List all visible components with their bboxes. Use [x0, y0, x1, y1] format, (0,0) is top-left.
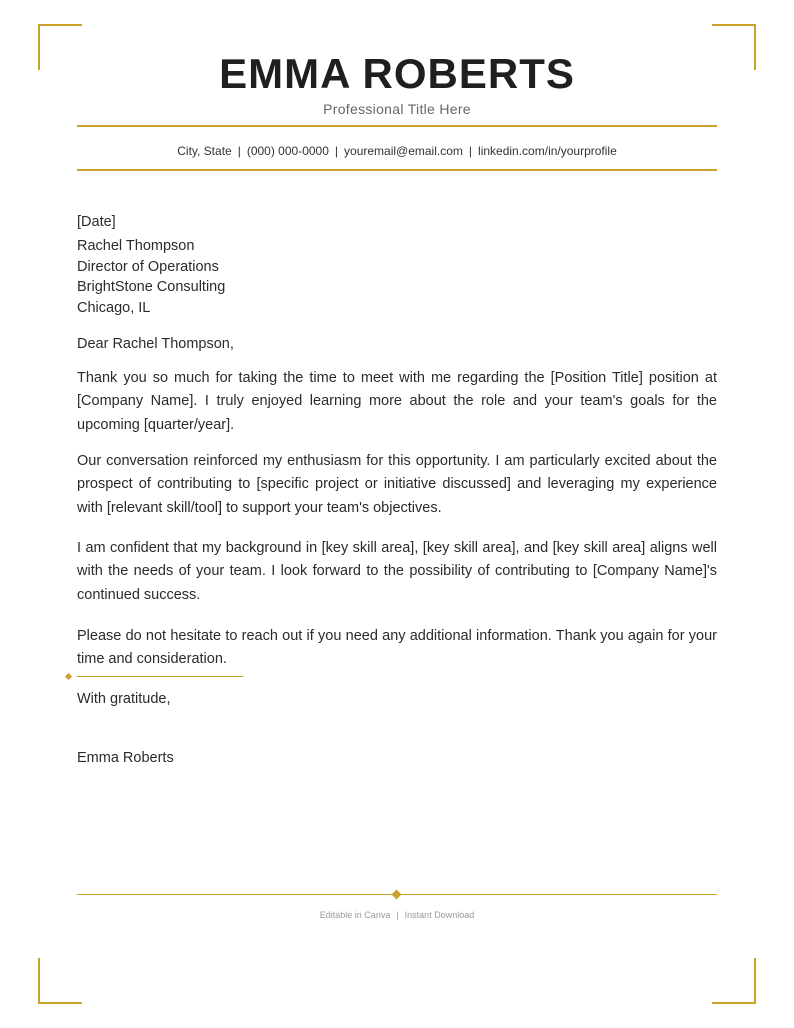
- recipient-role: Director of Operations: [77, 258, 219, 275]
- header-divider-bottom: [77, 169, 717, 171]
- corner-ornament-bottom-right: [712, 958, 756, 1004]
- professional-title: Professional Title Here: [323, 101, 471, 117]
- recipient-location: Chicago, IL: [77, 299, 151, 316]
- recipient-name: Rachel Thompson: [77, 238, 195, 254]
- corner-ornament-bottom-left: [38, 958, 82, 1004]
- body-paragraph-2: Our conversation reinforced my enthusiasm for this opportunity. I am particularly excited about the prospect of contributing to [specific project or initiative discussed] and leveraging my experience with [relevant skill/tool] to support your team's objectives.: [77, 453, 717, 516]
- contact-linkedin: linkedin.com/in/yourprofile: [478, 144, 617, 158]
- contact-phone: (000) 000-0000: [246, 144, 329, 158]
- body-paragraph-3: I am confident that my background in [key skill area], [key skill area], and [key skill area] aligns well with the needs of your team. I look forward to the possibility of contributing to [Company Name]'s continued success.: [77, 540, 717, 603]
- contact-location: City, State: [177, 144, 232, 158]
- body-paragraph-4: Please do not hesitate to reach out if you need any additional information. Thank you again for your time and consideration.: [77, 628, 717, 668]
- footer-left-text: Editable in Canva: [319, 910, 391, 920]
- closing: [77, 689, 717, 710]
- salutation-text: Dear Rachel Thompson,: [77, 336, 234, 352]
- signature-name: Emma Roberts: [77, 750, 174, 766]
- header-divider-top: [77, 125, 717, 127]
- body-paragraph-1: Thank you so much for taking the time to meet with me regarding the [Position Title] position at [Company Name]. I truly enjoyed learning more about the role and your team's goals for the upcoming [quarter/year].: [77, 370, 717, 433]
- signature: [77, 748, 717, 769]
- date-text: [Date]: [77, 214, 116, 230]
- letter-date: [77, 212, 717, 233]
- contact-separator: |: [237, 144, 241, 158]
- contact-separator: |: [468, 144, 473, 158]
- footer-separator: |: [396, 910, 399, 920]
- applicant-name: EMMA ROBERTS: [219, 50, 575, 97]
- closing-text: With gratitude,: [77, 691, 171, 707]
- footer-right-text: Instant Download: [404, 910, 475, 920]
- closing-accent-rule: [77, 676, 243, 677]
- footer-note: [0, 910, 794, 920]
- salutation: [77, 334, 717, 355]
- contact-line: [0, 144, 794, 158]
- contact-email: youremail@email.com: [344, 144, 463, 158]
- footer-diamond-ornament: [392, 890, 402, 900]
- recipient-company: BrightStone Consulting: [77, 279, 226, 295]
- contact-separator: |: [334, 144, 339, 158]
- accent-diamond-left: [65, 673, 72, 680]
- recipient-block: [77, 236, 717, 318]
